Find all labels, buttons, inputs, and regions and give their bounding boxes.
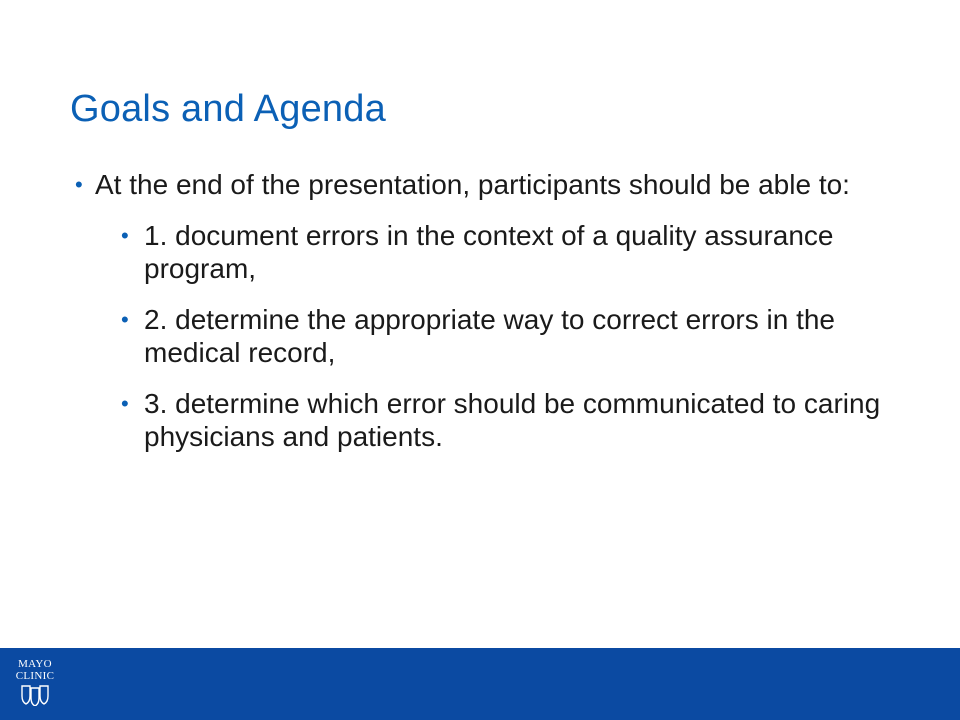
- logo-text-line2: CLINIC: [15, 670, 55, 682]
- slide-title: Goals and Agenda: [70, 88, 386, 130]
- logo-text-line1: MAYO: [18, 658, 52, 670]
- footer-bar: [0, 648, 960, 720]
- mayo-clinic-logo: [10, 658, 60, 716]
- bullet-list: [75, 168, 895, 453]
- sub-bullet-item: [75, 387, 895, 453]
- sub-bullet-text: 1. document errors in the context of a quality assurance program,: [144, 220, 834, 284]
- bullet-dot-icon: •: [75, 172, 83, 197]
- sub-bullet-text: 3. determine which error should be communicated to caring physicians and patients.: [144, 388, 881, 452]
- bullet-dot-icon: •: [121, 391, 129, 416]
- bullet-text: At the end of the presentation, participants should be able to:: [95, 169, 850, 200]
- bullet-item: [75, 168, 895, 201]
- sub-bullet-item: [75, 303, 895, 369]
- three-shields-icon: [20, 684, 50, 706]
- sub-bullet-text: 2. determine the appropriate way to correct errors in the medical record,: [144, 304, 836, 368]
- sub-bullet-item: [75, 219, 895, 285]
- bullet-dot-icon: •: [121, 307, 129, 332]
- bullet-dot-icon: •: [121, 223, 129, 248]
